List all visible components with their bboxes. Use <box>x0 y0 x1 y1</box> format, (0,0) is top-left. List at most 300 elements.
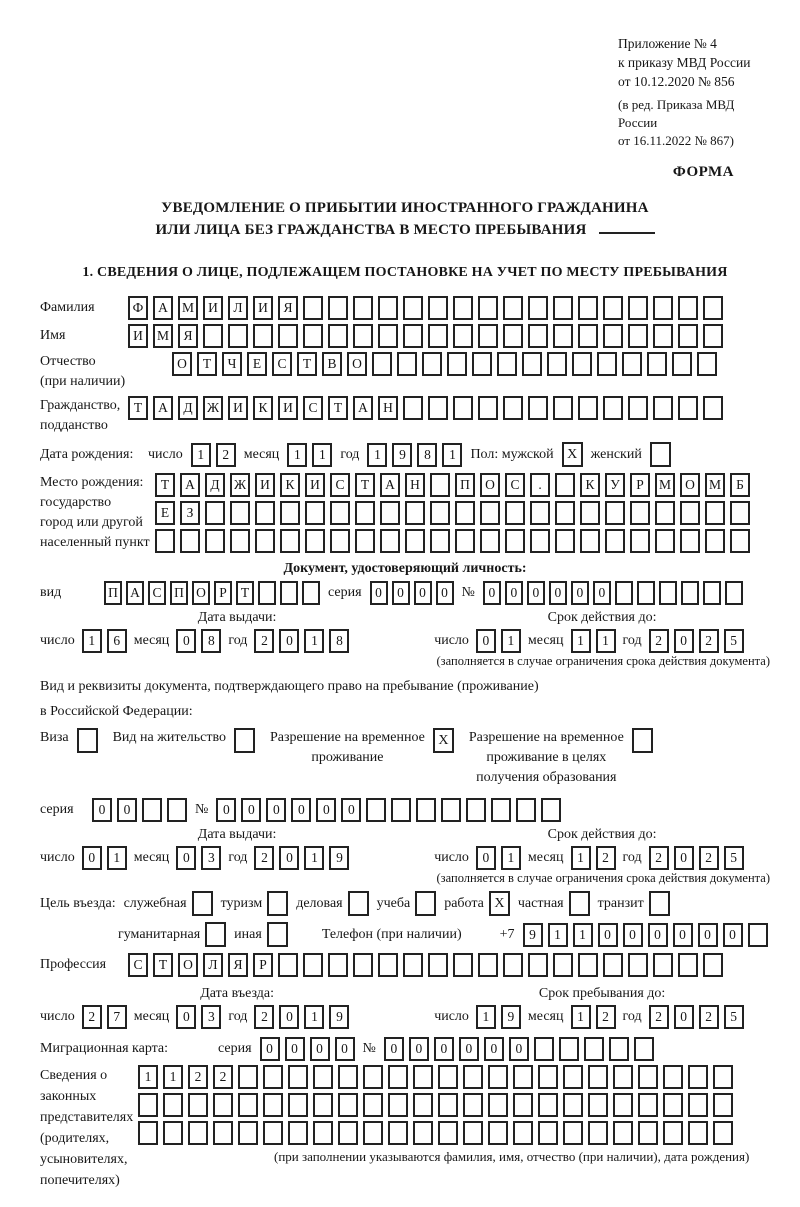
char-cell[interactable] <box>363 1093 383 1117</box>
char-cell[interactable]: 0 <box>527 581 545 605</box>
char-cell[interactable]: М <box>655 473 675 497</box>
char-cell[interactable] <box>428 324 448 348</box>
char-cell[interactable] <box>453 324 473 348</box>
char-cell[interactable] <box>653 396 673 420</box>
char-cell[interactable]: 1 <box>596 629 616 653</box>
char-cell[interactable]: 0 <box>176 1005 196 1029</box>
char-cell[interactable]: 0 <box>216 798 236 822</box>
char-cell[interactable]: 2 <box>699 629 719 653</box>
char-cell[interactable] <box>628 953 648 977</box>
char-cell[interactable]: 2 <box>254 846 274 870</box>
char-cell[interactable]: 0 <box>285 1037 305 1061</box>
char-cell[interactable] <box>253 324 273 348</box>
char-cell[interactable] <box>155 529 175 553</box>
char-cell[interactable] <box>380 529 400 553</box>
char-cell[interactable] <box>580 529 600 553</box>
char-cell[interactable]: Н <box>405 473 425 497</box>
char-cell[interactable] <box>478 396 498 420</box>
char-cell[interactable]: А <box>380 473 400 497</box>
char-cell[interactable]: 0 <box>279 629 299 653</box>
char-cell[interactable] <box>213 1121 233 1145</box>
char-cell[interactable]: М <box>153 324 173 348</box>
purpose-transit-checkbox[interactable] <box>649 891 670 916</box>
char-cell[interactable]: И <box>253 296 273 320</box>
char-cell[interactable] <box>503 324 523 348</box>
char-cell[interactable]: 0 <box>279 846 299 870</box>
char-cell[interactable] <box>528 324 548 348</box>
char-cell[interactable] <box>513 1065 533 1089</box>
char-cell[interactable]: 1 <box>191 443 211 467</box>
char-cell[interactable] <box>522 352 542 376</box>
char-cell[interactable] <box>441 798 461 822</box>
char-cell[interactable]: И <box>203 296 223 320</box>
char-cell[interactable]: 0 <box>598 923 618 947</box>
char-cell[interactable]: 1 <box>304 629 324 653</box>
char-cell[interactable]: А <box>180 473 200 497</box>
char-cell[interactable] <box>488 1065 508 1089</box>
char-cell[interactable]: Ж <box>203 396 223 420</box>
char-cell[interactable] <box>403 396 423 420</box>
char-cell[interactable]: Д <box>205 473 225 497</box>
char-cell[interactable]: Б <box>730 473 750 497</box>
char-cell[interactable]: Я <box>228 953 248 977</box>
char-cell[interactable]: 0 <box>266 798 286 822</box>
char-cell[interactable] <box>388 1065 408 1089</box>
char-cell[interactable] <box>663 1065 683 1089</box>
char-cell[interactable] <box>678 296 698 320</box>
char-cell[interactable] <box>438 1121 458 1145</box>
char-cell[interactable] <box>403 296 423 320</box>
purpose-official-checkbox[interactable] <box>192 891 213 916</box>
char-cell[interactable] <box>213 1093 233 1117</box>
char-cell[interactable] <box>338 1065 358 1089</box>
char-cell[interactable] <box>653 296 673 320</box>
char-cell[interactable] <box>366 798 386 822</box>
char-cell[interactable]: Т <box>355 473 375 497</box>
char-cell[interactable] <box>463 1065 483 1089</box>
char-cell[interactable] <box>647 352 667 376</box>
char-cell[interactable]: Ч <box>222 352 242 376</box>
char-cell[interactable] <box>505 529 525 553</box>
char-cell[interactable] <box>238 1065 258 1089</box>
char-cell[interactable] <box>513 1121 533 1145</box>
char-cell[interactable] <box>353 324 373 348</box>
char-cell[interactable]: И <box>255 473 275 497</box>
char-cell[interactable] <box>503 296 523 320</box>
char-cell[interactable]: 2 <box>254 1005 274 1029</box>
char-cell[interactable] <box>328 953 348 977</box>
char-cell[interactable]: Р <box>214 581 232 605</box>
char-cell[interactable]: А <box>153 396 173 420</box>
char-cell[interactable] <box>313 1093 333 1117</box>
char-cell[interactable]: 1 <box>82 629 102 653</box>
char-cell[interactable] <box>563 1065 583 1089</box>
char-cell[interactable]: 2 <box>649 846 669 870</box>
char-cell[interactable] <box>680 501 700 525</box>
char-cell[interactable] <box>713 1065 733 1089</box>
char-cell[interactable] <box>655 501 675 525</box>
char-cell[interactable]: 0 <box>176 846 196 870</box>
char-cell[interactable]: 0 <box>593 581 611 605</box>
edu-residence-checkbox[interactable] <box>632 728 653 753</box>
char-cell[interactable]: О <box>680 473 700 497</box>
char-cell[interactable]: И <box>128 324 148 348</box>
char-cell[interactable] <box>613 1093 633 1117</box>
char-cell[interactable] <box>503 396 523 420</box>
char-cell[interactable]: 0 <box>82 846 102 870</box>
char-cell[interactable] <box>463 1093 483 1117</box>
char-cell[interactable]: 0 <box>370 581 388 605</box>
char-cell[interactable] <box>238 1121 258 1145</box>
char-cell[interactable] <box>637 581 655 605</box>
char-cell[interactable] <box>455 529 475 553</box>
char-cell[interactable]: Л <box>203 953 223 977</box>
char-cell[interactable]: К <box>580 473 600 497</box>
char-cell[interactable]: 3 <box>201 846 221 870</box>
char-cell[interactable] <box>378 324 398 348</box>
char-cell[interactable]: К <box>253 396 273 420</box>
char-cell[interactable] <box>578 953 598 977</box>
char-cell[interactable] <box>488 1093 508 1117</box>
char-cell[interactable] <box>597 352 617 376</box>
char-cell[interactable]: 1 <box>138 1065 158 1089</box>
char-cell[interactable]: 0 <box>476 629 496 653</box>
char-cell[interactable] <box>416 798 436 822</box>
char-cell[interactable] <box>530 529 550 553</box>
char-cell[interactable]: С <box>303 396 323 420</box>
char-cell[interactable] <box>378 953 398 977</box>
char-cell[interactable] <box>466 798 486 822</box>
char-cell[interactable]: 8 <box>417 443 437 467</box>
char-cell[interactable]: 0 <box>392 581 410 605</box>
char-cell[interactable] <box>288 1121 308 1145</box>
char-cell[interactable] <box>588 1065 608 1089</box>
char-cell[interactable] <box>578 296 598 320</box>
char-cell[interactable] <box>672 352 692 376</box>
char-cell[interactable]: В <box>322 352 342 376</box>
char-cell[interactable] <box>478 953 498 977</box>
char-cell[interactable] <box>638 1093 658 1117</box>
temp-residence-checkbox[interactable]: X <box>433 728 454 753</box>
char-cell[interactable] <box>353 296 373 320</box>
char-cell[interactable]: Е <box>155 501 175 525</box>
char-cell[interactable] <box>280 501 300 525</box>
char-cell[interactable] <box>688 1121 708 1145</box>
char-cell[interactable]: 1 <box>571 1005 591 1029</box>
char-cell[interactable] <box>355 501 375 525</box>
char-cell[interactable] <box>603 396 623 420</box>
char-cell[interactable] <box>378 296 398 320</box>
char-cell[interactable] <box>628 324 648 348</box>
char-cell[interactable]: 1 <box>442 443 462 467</box>
char-cell[interactable]: 0 <box>176 629 196 653</box>
char-cell[interactable] <box>555 529 575 553</box>
char-cell[interactable]: С <box>505 473 525 497</box>
char-cell[interactable] <box>688 1093 708 1117</box>
char-cell[interactable] <box>713 1121 733 1145</box>
char-cell[interactable] <box>703 396 723 420</box>
char-cell[interactable]: 0 <box>571 581 589 605</box>
char-cell[interactable] <box>528 296 548 320</box>
char-cell[interactable]: 0 <box>476 846 496 870</box>
char-cell[interactable] <box>588 1093 608 1117</box>
char-cell[interactable] <box>428 396 448 420</box>
char-cell[interactable]: И <box>228 396 248 420</box>
char-cell[interactable]: 0 <box>291 798 311 822</box>
char-cell[interactable] <box>655 529 675 553</box>
char-cell[interactable] <box>713 1093 733 1117</box>
char-cell[interactable] <box>605 529 625 553</box>
char-cell[interactable]: С <box>272 352 292 376</box>
char-cell[interactable] <box>430 529 450 553</box>
char-cell[interactable]: П <box>104 581 122 605</box>
char-cell[interactable] <box>188 1093 208 1117</box>
char-cell[interactable] <box>653 953 673 977</box>
char-cell[interactable] <box>205 529 225 553</box>
char-cell[interactable] <box>730 529 750 553</box>
char-cell[interactable]: 0 <box>384 1037 404 1061</box>
char-cell[interactable] <box>488 1121 508 1145</box>
char-cell[interactable] <box>630 501 650 525</box>
char-cell[interactable]: 0 <box>505 581 523 605</box>
char-cell[interactable]: 2 <box>596 1005 616 1029</box>
char-cell[interactable] <box>630 529 650 553</box>
char-cell[interactable] <box>634 1037 654 1061</box>
char-cell[interactable] <box>388 1093 408 1117</box>
char-cell[interactable] <box>497 352 517 376</box>
char-cell[interactable] <box>730 501 750 525</box>
char-cell[interactable] <box>528 396 548 420</box>
char-cell[interactable]: 9 <box>523 923 543 947</box>
sex-male-checkbox[interactable]: X <box>562 442 583 467</box>
purpose-business-checkbox[interactable] <box>348 891 369 916</box>
char-cell[interactable]: П <box>170 581 188 605</box>
char-cell[interactable] <box>330 529 350 553</box>
char-cell[interactable] <box>255 529 275 553</box>
char-cell[interactable] <box>453 396 473 420</box>
char-cell[interactable] <box>563 1121 583 1145</box>
char-cell[interactable]: 1 <box>312 443 332 467</box>
char-cell[interactable] <box>603 953 623 977</box>
char-cell[interactable] <box>205 501 225 525</box>
char-cell[interactable] <box>353 953 373 977</box>
char-cell[interactable]: С <box>330 473 350 497</box>
char-cell[interactable] <box>534 1037 554 1061</box>
char-cell[interactable] <box>188 1121 208 1145</box>
char-cell[interactable]: Е <box>247 352 267 376</box>
char-cell[interactable]: М <box>178 296 198 320</box>
char-cell[interactable] <box>541 798 561 822</box>
char-cell[interactable] <box>422 352 442 376</box>
char-cell[interactable]: 0 <box>335 1037 355 1061</box>
purpose-study-checkbox[interactable] <box>415 891 436 916</box>
char-cell[interactable] <box>313 1065 333 1089</box>
char-cell[interactable]: И <box>305 473 325 497</box>
char-cell[interactable] <box>278 324 298 348</box>
char-cell[interactable] <box>328 296 348 320</box>
char-cell[interactable] <box>663 1093 683 1117</box>
char-cell[interactable] <box>705 501 725 525</box>
char-cell[interactable]: О <box>347 352 367 376</box>
char-cell[interactable] <box>438 1065 458 1089</box>
char-cell[interactable]: 0 <box>92 798 112 822</box>
char-cell[interactable] <box>659 581 677 605</box>
char-cell[interactable] <box>613 1121 633 1145</box>
char-cell[interactable]: Т <box>155 473 175 497</box>
char-cell[interactable] <box>278 953 298 977</box>
char-cell[interactable]: 7 <box>107 1005 127 1029</box>
char-cell[interactable] <box>388 1121 408 1145</box>
char-cell[interactable]: 6 <box>107 629 127 653</box>
char-cell[interactable] <box>167 798 187 822</box>
char-cell[interactable]: 0 <box>483 581 501 605</box>
char-cell[interactable] <box>258 581 276 605</box>
char-cell[interactable]: 1 <box>548 923 568 947</box>
char-cell[interactable]: 1 <box>476 1005 496 1029</box>
char-cell[interactable] <box>603 296 623 320</box>
char-cell[interactable] <box>428 953 448 977</box>
char-cell[interactable] <box>363 1065 383 1089</box>
char-cell[interactable] <box>638 1065 658 1089</box>
char-cell[interactable] <box>263 1093 283 1117</box>
char-cell[interactable] <box>430 501 450 525</box>
char-cell[interactable]: С <box>148 581 166 605</box>
char-cell[interactable] <box>663 1121 683 1145</box>
char-cell[interactable]: 9 <box>329 1005 349 1029</box>
char-cell[interactable]: 0 <box>341 798 361 822</box>
char-cell[interactable]: 0 <box>459 1037 479 1061</box>
char-cell[interactable] <box>453 296 473 320</box>
char-cell[interactable] <box>584 1037 604 1061</box>
char-cell[interactable]: 0 <box>648 923 668 947</box>
char-cell[interactable]: 1 <box>501 846 521 870</box>
char-cell[interactable]: 0 <box>673 923 693 947</box>
char-cell[interactable] <box>363 1121 383 1145</box>
char-cell[interactable] <box>725 581 743 605</box>
char-cell[interactable] <box>338 1093 358 1117</box>
char-cell[interactable]: 0 <box>623 923 643 947</box>
char-cell[interactable] <box>697 352 717 376</box>
char-cell[interactable] <box>413 1121 433 1145</box>
char-cell[interactable] <box>478 324 498 348</box>
char-cell[interactable]: С <box>128 953 148 977</box>
char-cell[interactable] <box>563 1093 583 1117</box>
char-cell[interactable]: 0 <box>310 1037 330 1061</box>
char-cell[interactable]: 1 <box>107 846 127 870</box>
char-cell[interactable]: Я <box>278 296 298 320</box>
char-cell[interactable] <box>255 501 275 525</box>
char-cell[interactable] <box>447 352 467 376</box>
sex-female-checkbox[interactable] <box>650 442 671 467</box>
char-cell[interactable] <box>578 324 598 348</box>
char-cell[interactable] <box>555 501 575 525</box>
char-cell[interactable] <box>430 473 450 497</box>
char-cell[interactable] <box>163 1121 183 1145</box>
char-cell[interactable] <box>403 953 423 977</box>
char-cell[interactable] <box>330 501 350 525</box>
char-cell[interactable]: 0 <box>414 581 432 605</box>
char-cell[interactable]: 2 <box>254 629 274 653</box>
char-cell[interactable] <box>703 324 723 348</box>
char-cell[interactable] <box>613 1065 633 1089</box>
char-cell[interactable]: П <box>455 473 475 497</box>
char-cell[interactable] <box>302 581 320 605</box>
char-cell[interactable] <box>263 1121 283 1145</box>
char-cell[interactable] <box>138 1121 158 1145</box>
purpose-humanitarian-checkbox[interactable] <box>205 922 226 947</box>
char-cell[interactable] <box>681 581 699 605</box>
char-cell[interactable]: 0 <box>409 1037 429 1061</box>
char-cell[interactable] <box>628 296 648 320</box>
char-cell[interactable]: О <box>192 581 210 605</box>
char-cell[interactable] <box>678 324 698 348</box>
char-cell[interactable] <box>228 324 248 348</box>
char-cell[interactable] <box>455 501 475 525</box>
char-cell[interactable] <box>328 324 348 348</box>
char-cell[interactable]: 0 <box>549 581 567 605</box>
char-cell[interactable] <box>413 1093 433 1117</box>
char-cell[interactable] <box>338 1121 358 1145</box>
char-cell[interactable] <box>580 501 600 525</box>
char-cell[interactable] <box>142 798 162 822</box>
char-cell[interactable] <box>380 501 400 525</box>
char-cell[interactable]: Т <box>328 396 348 420</box>
char-cell[interactable] <box>703 296 723 320</box>
char-cell[interactable]: 2 <box>213 1065 233 1089</box>
char-cell[interactable] <box>748 923 768 947</box>
char-cell[interactable]: Л <box>228 296 248 320</box>
char-cell[interactable]: Р <box>630 473 650 497</box>
char-cell[interactable]: 1 <box>571 629 591 653</box>
char-cell[interactable]: О <box>178 953 198 977</box>
char-cell[interactable] <box>578 396 598 420</box>
char-cell[interactable] <box>163 1093 183 1117</box>
char-cell[interactable]: Ф <box>128 296 148 320</box>
char-cell[interactable]: 2 <box>188 1065 208 1089</box>
char-cell[interactable]: 9 <box>392 443 412 467</box>
char-cell[interactable]: Н <box>378 396 398 420</box>
char-cell[interactable] <box>403 324 423 348</box>
char-cell[interactable]: 2 <box>649 1005 669 1029</box>
char-cell[interactable]: 0 <box>436 581 454 605</box>
char-cell[interactable] <box>305 501 325 525</box>
char-cell[interactable] <box>397 352 417 376</box>
char-cell[interactable]: 0 <box>241 798 261 822</box>
char-cell[interactable] <box>303 324 323 348</box>
char-cell[interactable]: 1 <box>367 443 387 467</box>
char-cell[interactable] <box>553 296 573 320</box>
char-cell[interactable] <box>705 529 725 553</box>
char-cell[interactable]: Я <box>178 324 198 348</box>
char-cell[interactable] <box>609 1037 629 1061</box>
char-cell[interactable]: 0 <box>279 1005 299 1029</box>
char-cell[interactable] <box>372 352 392 376</box>
char-cell[interactable] <box>288 1093 308 1117</box>
char-cell[interactable] <box>355 529 375 553</box>
char-cell[interactable] <box>547 352 567 376</box>
residence-permit-checkbox[interactable] <box>234 728 255 753</box>
char-cell[interactable] <box>559 1037 579 1061</box>
char-cell[interactable]: А <box>153 296 173 320</box>
char-cell[interactable] <box>180 529 200 553</box>
char-cell[interactable]: 0 <box>698 923 718 947</box>
char-cell[interactable]: Д <box>178 396 198 420</box>
char-cell[interactable]: О <box>480 473 500 497</box>
char-cell[interactable] <box>703 953 723 977</box>
char-cell[interactable] <box>238 1093 258 1117</box>
char-cell[interactable]: М <box>705 473 725 497</box>
char-cell[interactable] <box>405 501 425 525</box>
